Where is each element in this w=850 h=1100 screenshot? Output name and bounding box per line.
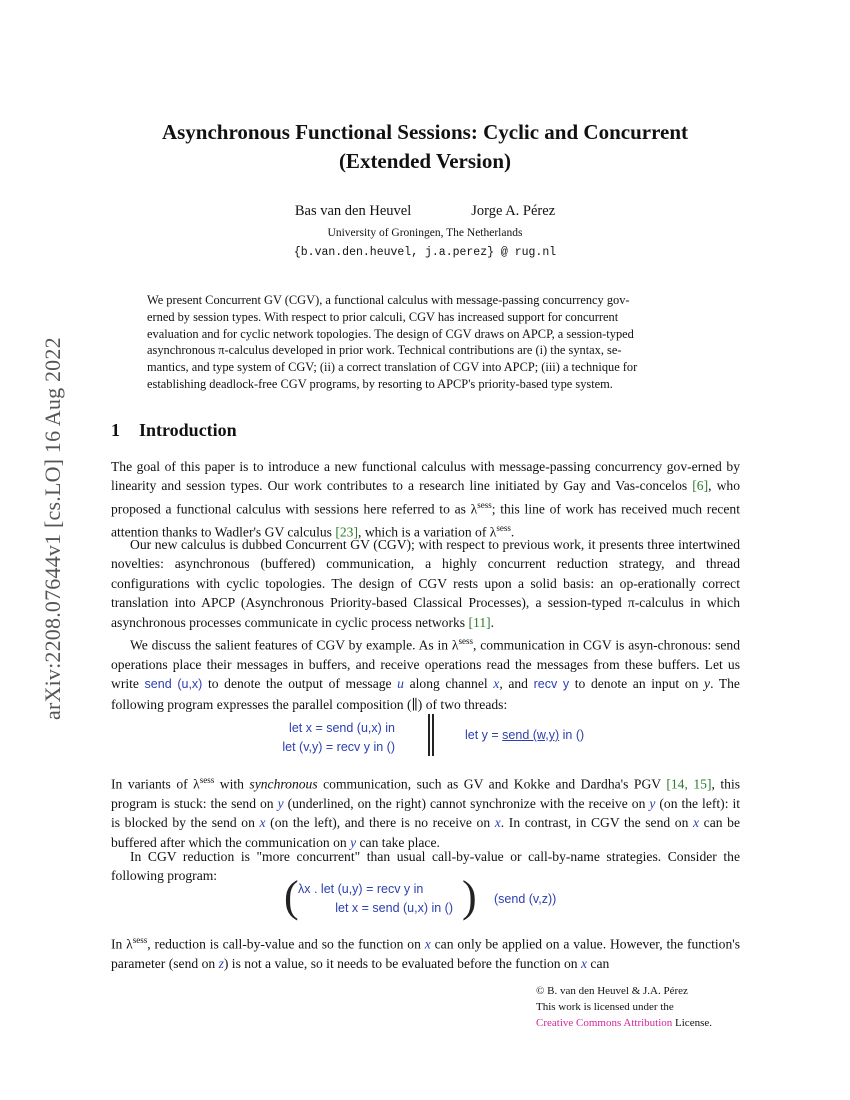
parallel-bar: [432, 714, 434, 756]
program-left-thread: let x = send (u,x) in let (v,y) = recv y in (): [282, 721, 395, 754]
affiliation: University of Groningen, The Netherlands: [327, 227, 523, 239]
abstract: [147, 292, 704, 393]
abstract-line: We present Concurrent GV (CGV), a functional calculus with message-passing concurrency gov-: [147, 293, 630, 307]
code-recv: recv y: [533, 677, 570, 692]
intro-paragraph-1: The goal of this paper is to introduce a new functional calculus with message-passing concurrency gov-erned by linearity and session types. Our work contributes to a research line initiated by Gay and Vas-concelos [6], who proposed a functional calculus with sessions here referred to as $\lambda^{sess}$; this line of work has received much recent attention thanks to Wadler's GV calculus [23], which is a variation of $\lambda^{sess}$.: [111, 459, 741, 540]
section-heading: [111, 420, 237, 441]
author-name: Bas van den Heuvel: [294, 203, 412, 219]
program-function: λx . let (u,y) = recv y in let x = send (u,x) in (): [298, 882, 453, 915]
parallel-bar: [428, 714, 430, 756]
program-right-thread: let y = send (w,y) in (): [465, 728, 585, 742]
citation-link[interactable]: [23]: [335, 524, 359, 540]
intro-paragraph-4: In variants of $\lambda^{sess}$ with synchronous communication, such as GV and Kokke and Dardha's PGV [14, 15], this program is stuck: the send on y (underlined, on the right) cannot synchronize with the receive on y (on the left): it is blocked by the send on x (on the left), and there is no receive on x. In contrast, in CGV the send on x can be buffered after which the communication on y can take place.: [111, 775, 741, 850]
intro-paragraph-2: Our new calculus is dubbed Concurrent GV (CGV); with respect to previous work, it presents three intertwined novelties: asynchronous (buffered) communication, a highly concurrent reduction strategy, and thread configurations with cyclic topologies. The design of CGV rests upon a solid basis: an op-erationally correct translation into APCP (Asynchronous Priority-based Classical Processes), a session-typed π-calculus in which asynchronous processes communicate in cyclic process networks [11].: [111, 537, 740, 630]
section-number: 1: [111, 420, 120, 440]
intro-paragraph-5: In CGV reduction is "more concurrent" than usual call-by-value or call-by-name strategies. Consider the following program:: [111, 849, 740, 884]
abstract-line: asynchronous π-calculus developed in prior work. Technical contributions are (i) the syntax, se-: [147, 343, 622, 358]
citation-link[interactable]: [11]: [468, 614, 491, 630]
authors: [0, 203, 850, 220]
section-title: Introduction: [139, 420, 237, 440]
citation-link[interactable]: [6]: [692, 478, 709, 494]
abstract-line: mantics, and type system of CGV; (ii) a correct translation of CGV into APCP; (iii) a technique for: [147, 360, 638, 375]
abstract-line: erned by session types. With respect to prior calculi, CGV has increased support for concurrent: [147, 309, 619, 324]
license-footer: © B. van den Heuvel & J.A. Pérez This work is licensed under the Creative Commons Attribution License.: [536, 985, 712, 1029]
intro-paragraph-6: In $\lambda^{sess}$, reduction is call-by-value and so the function on x can only be applied on a value. However, the function's parameter (send on z) is not a value, so it needs to be evaluated before the function on x can: [111, 935, 740, 971]
abstract-line: establishing deadlock-free CGV programs, by resorting to APCP's priority-based type system.: [147, 376, 613, 391]
program-argument: (send (v,z)): [494, 892, 557, 906]
intro-paragraph-3: We discuss the salient features of CGV by example. As in $\lambda^{sess}$, communication in CGV is asyn-chronous: send operations place their messages in buffers, and receive operations read the messages from these buffers. Let us write send (u,x) to denote the output of message u along channel x, and recv y to denote an input on y. The following program expresses the parallel composition (∥) of two threads:: [111, 636, 740, 712]
paper-title-subtitle: (Extended Version): [338, 149, 512, 173]
code-send: send (u,x): [144, 677, 203, 692]
right-paren: ): [462, 872, 477, 921]
abstract-line: evaluation and for cyclic network topologies. The design of CGV draws on APCP, a session-typed: [147, 326, 634, 341]
paper-title: Asynchronous Functional Sessions: Cyclic and Concurrent: [161, 120, 689, 144]
arxiv-identifier: arXiv:2208.07644v1 [cs.LO] 16 Aug 2022: [40, 337, 65, 720]
citation-link[interactable]: [14, 15]: [666, 776, 712, 792]
author-emails: {b.van.den.heuvel, j.a.perez} @ rug.nl: [293, 246, 557, 259]
license-link[interactable]: Creative Commons Attribution: [536, 1017, 673, 1029]
left-paren: (: [284, 872, 299, 921]
author-name: Jorge A. Pérez: [471, 203, 556, 219]
